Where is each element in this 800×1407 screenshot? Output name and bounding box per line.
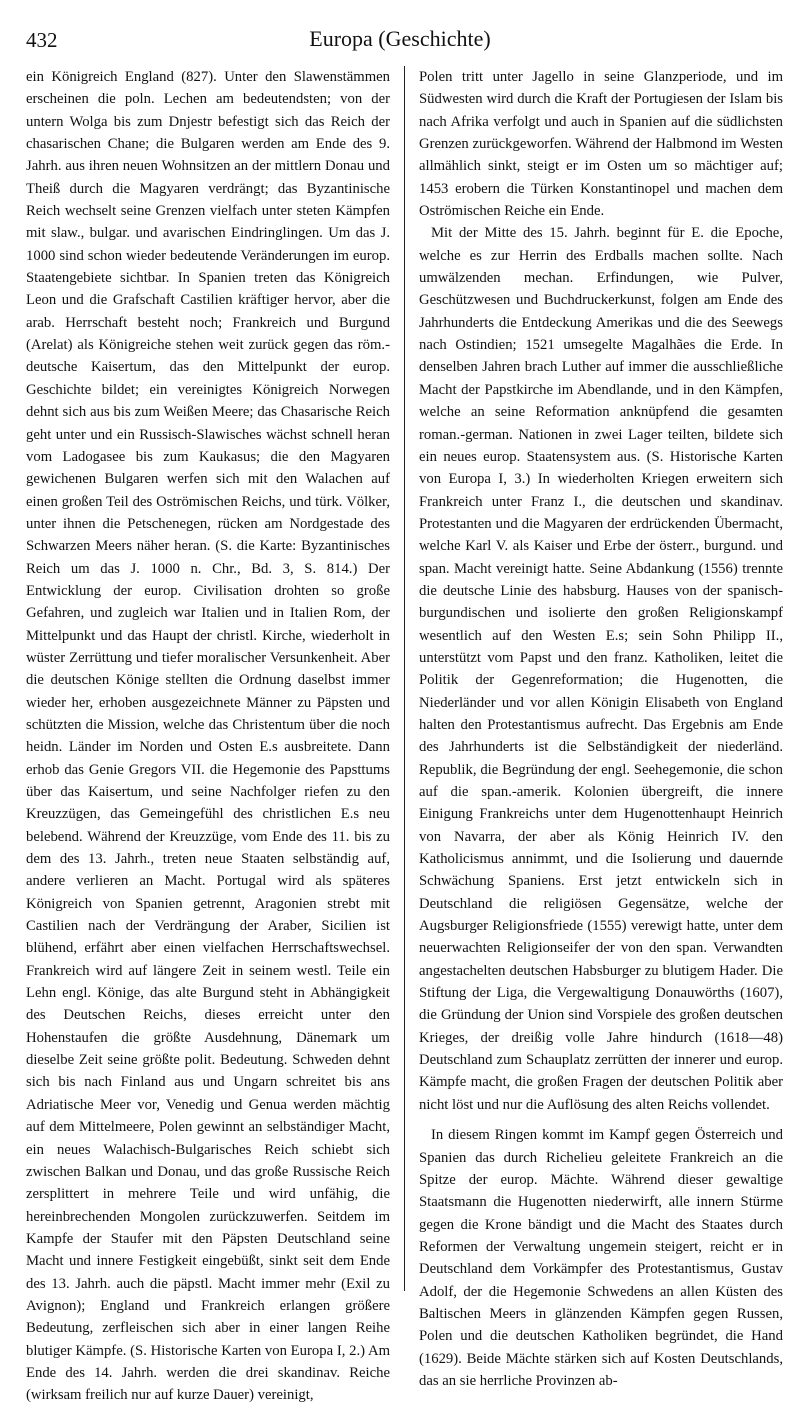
paragraph: Mit der Mitte des 15. Jahrh. beginnt für E. die Epoche, welche es zur Herrin des Erdballs machen sollte. Nach umwälzenden mechan. Erfindungen, wie Pulver, Geschützwesen und Buchdruckerkunst, folgen am Ende des Jahrhunderts die Entdeckung Amerikas und die des Seewegs nach Ostindien; 1521 umsegelte Magalhães die Erde. In denselben Jahren brach Luther auf immer die ausschließliche Macht der Papstkirche im Abendlande, und in den Kämpfen, welche an seine Reformation anknüpfend die gesamten roman.-german. Nationen in zwei Lager teilten, bildete sich ein neues europ. Staatensystem aus. (S. Historische Karten von Europa I, 3.) In wiederholten Kriegen erweitern sich Frankreich unter Franz I., die deutschen und skandinav. Protestanten und die Magyaren der erdrückenden Übermacht, welche Karl V. als Kaiser und Erbe der österr., burgund. und span. Macht vereinigt hatte. Seine Abdankung (1556) trennte die deutsche Linie des habsburg. Hauses von der spanisch-burgundischen und isolierte den großen Religionskampf wesentlich auf den Westen E.s; sein Sohn Philipp II., unterstützt vom Papst und den franz. Katholiken, leitet die Politik der Gegenreformation; die Hugenotten, die Niederländer und vor allen Königin Elisabeth von England halten den Protestantismus aufrecht. Das Ergebnis am Ende des Jahrhunderts ist die Selbständigkeit der niederländ. Republik, die Begründung der engl. Seehegemonie, die schon auf die span.-amerik. Kolonien übergreift, die innere Einigung Frankreichs unter dem Hugenottenhaupt Heinrich von Navarra, der aber als König Heinrich IV. den Katholicismus annimmt, und die Isolierung und dauernde Schwächung Spaniens. Erst jetzt entwickeln sich in Deutschland die religiösen Gegensätze, welche der Augsburger Religionsfriede (1555) verewigt hatte, unter dem neuerwachten Religionseifer der von den span. Verwandten angestachelten deutschen Habsburger zu blutigem Hader. Die Stiftung der Liga, die Vergewaltigung Donauwörths (1607), die Gründung der Union sind Vorspiele des großen deutschen Krieges, der dreißig volle Jahre hindurch (1618—48) Deutschland zum Schauplatz zerrütten der innerer und europ. Kämpfe macht, die großen Fragen der deutschen Politik aber nicht löst und nur die Auflösung des alten Reichs vollendet.: [419, 225, 783, 1113]
text-columns: [26, 66, 783, 1404]
column-divider: [404, 66, 405, 1291]
left-column: [26, 66, 390, 1407]
paragraph: Polen tritt unter Jagello in seine Glanzperiode, und im Südwesten wird durch die Kraft der Portugiesen der Islam bis nach Afrika verfolgt und auch in Spanien auf die südlichsten Grenzen zurückgeworfen. Während der Halbmond im Westen allmählich sinkt, steigt er im Osten um so mächtiger auf; 1453 erobern die Türken Konstantinopel und machen dem Oströmischen Reiche ein Ende.: [419, 69, 783, 220]
right-column: [419, 66, 783, 1392]
running-head: Europa (Geschichte): [309, 26, 491, 51]
paragraph: In diesem Ringen kommt im Kampf gegen Österreich und Spanien das durch Richelieu geleitete Frankreich an die Spitze der europ. Mächte. Während dieser gewaltige Staatsmann die Hugenotten niederwirft, alle innern Stürme gegen die Krone bändigt und die Macht des Staates durch Reformen der Verwaltung ungemein steigert, reicht er in Deutschland dem Vorkämpfer des Protestantismus, Gustav Adolf, der die Hegemonie Schwedens an allen Küsten des Baltischen Meers in glänzenden Kämpfen gegen Russen, Polen und die deutschen Katholiken begründet, die Hand (1629). Beide Mächte stärken sich auf Kosten Deutschlands, das an sie herrliche Provinzen ab-: [419, 1127, 783, 1389]
paragraph: ein Königreich England (827). Unter den Slawenstämmen erscheinen die poln. Lechen am bedeutendsten; von der untern Wolga bis zum Dnjestr befestigt sich das Reich der chasarischen Chane; die Bulgaren werden am Ende des 9. Jahrh. aus ihren neuen Wohnsitzen an der mittlern Donau und Theiß durch die Magyaren verdrängt; das Byzantinische Reich wechselt seine Grenzen vielfach unter steten Kämpfen mit slaw., bulgar. und avarischen Eindringlingen. Um das J. 1000 sind schon wieder bedeutende Veränderungen im europ. Staatengebiete sichtbar. In Spanien treten das Königreich Leon und die Grafschaft Castilien kräftiger hervor, aber die arab. Herrschaft besteht noch; Frankreich und Burgund (Arelat) als Königreiche stehen weit zurück gegen das röm.-deutsche Kaisertum, das den Mittelpunkt der europ. Geschichte bildet; ein vereinigtes Königreich Norwegen dehnt sich aus bis zum Weißen Meere; das Chasarische Reich geht unter und ein Russisch-Slawisches wächst schnell heran vom Ladogasee bis zum Kaukasus; die den Magyaren gewichenen Bulgaren werfen sich mit den Walachen auf einen großen Teil des Oströmischen Reichs, und türk. Völker, unter ihnen die Petschenegen, rücken am Nordgestade des Schwarzen Meers näher heran. (S. die Karte: Byzantinisches Reich um das J. 1000 n. Chr., Bd. 3, S. 814.) Der Entwicklung der europ. Civilisation drohten so große Gefahren, und zugleich war Italien und in Italien Rom, der Mittelpunkt und das Haupt der christl. Kirche, wiederholt in wüster Zerrüttung und tiefer moralischer Versunkenheit. Aber die deutschen Könige stellten die Ordnung daselbst immer wieder her, erhoben ausgezeichnete Männer zu Päpsten und schützten die Mission, welche das Christentum über die noch heidn. Länder im Norden und Osten E.s ausbreitete. Dann erhob das Genie Gregors VII. die Hegemonie des Papsttums über das Kaisertum, und seine Nachfolger riefen zu den Kreuzzügen, das Gemeingefühl des christlichen E.s neu belebend. Während der Kreuzzüge, vom Ende des 11. bis zu dem des 13. Jahrh., treten neue Staaten selbständig auf, andere verlieren an Macht. Portugal wird als späteres Königreich von Spanien getrennt, Aragonien strebt mit Castilien nach der Verdrängung der Araber, Sicilien ist blühend, erfährt aber einen vielfachen Herrschaftswechsel. Frankreich wird auf längere Zeit in seinem westl. Teile ein Lehn engl. Könige, das alte Burgund steht in Abhängigkeit des Deutschen Reichs, dieses erreicht unter den Hohenstaufen die größte Ausdehnung, Dänemark um dieselbe Zeit seine größte polit. Bedeutung. Schweden dehnt sich bis nach Finland aus und Ungarn schreitet bis ans Adriatische Meer vor, Venedig und Genua werden mächtig auf dem Mittelmeere, Polen gewinnt an selbständiger Macht, ein neues Walachisch-Bulgarisches Reich schiebt sich zwischen Balkan und Donau, und das große Russische Reich zersplittert in mehrere Teile und wird unfähig, die hereinbrechenden Mongolen zurückzuwerfen. Seitdem im Kampfe der Staufer mit den Päpsten Deutschland seine Macht und innere Festigkeit eingebüßt, sinkt seit dem Ende des 13. Jahrh. auch die päpstl. Macht immer mehr (Exil zu Avignon); England und Frankreich erlangen größere Bedeutung, zerfleischen sich aber in einer langen Reihe blutiger Kämpfe. (S. Historische Karten von Europa I, 2.) Am Ende des 14. Jahrh. werden die drei skandinav. Reiche (wirksam freilich nur auf kurze Dauer) vereinigt,: [26, 69, 390, 1404]
page-number: 432: [26, 28, 58, 52]
page-header: [0, 0, 800, 62]
